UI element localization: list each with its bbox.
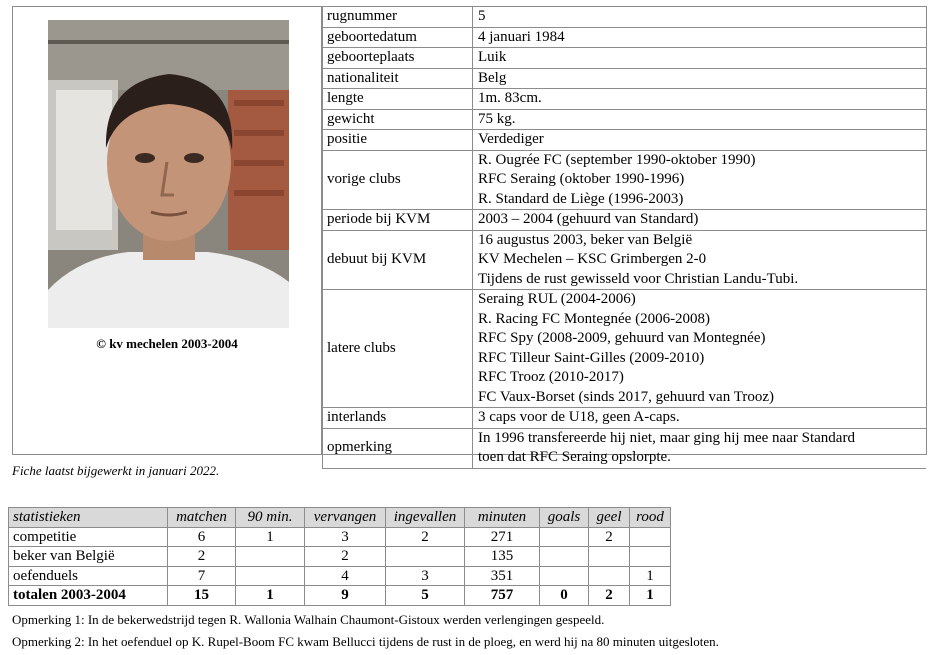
- fact-value: [473, 428, 927, 468]
- stats-header-cell: statistieken: [9, 508, 168, 528]
- fact-value-line: Tijdens de rust gewisseld voor Christian Landu-Tubi.: [478, 270, 799, 287]
- fact-value-line: 5: [478, 8, 486, 24]
- stats-cell: [540, 566, 589, 586]
- fact-row: [323, 109, 927, 130]
- fact-row: [323, 68, 927, 89]
- stats-cell: 3: [305, 527, 386, 547]
- stats-cell: [589, 547, 630, 567]
- photo-cell: [13, 7, 322, 454]
- fact-value: [473, 89, 927, 110]
- fact-value: [473, 7, 927, 27]
- stats-total-row: [9, 586, 671, 606]
- stats-row-label: totalen 2003-2004: [9, 586, 168, 606]
- fact-label: periode bij KVM: [323, 210, 473, 231]
- stats-header-cell: ingevallen: [386, 508, 465, 528]
- fact-value: [473, 130, 927, 151]
- stats-row: [9, 566, 671, 586]
- stats-row-label: competitie: [9, 527, 168, 547]
- last-updated-note: Fiche laatst bijgewerkt in januari 2022.: [12, 463, 220, 478]
- fact-value-line: 16 augustus 2003, beker van België: [478, 231, 693, 248]
- stats-header-cell: geel: [589, 508, 630, 528]
- stats-cell: [540, 527, 589, 547]
- stats-cell: 2: [305, 547, 386, 567]
- stats-cell: [236, 566, 305, 586]
- fact-label: nationaliteit: [323, 68, 473, 89]
- fact-row: [323, 130, 927, 151]
- fact-value-line: RFC Seraing (oktober 1990-1996): [478, 171, 685, 187]
- stats-cell: [540, 547, 589, 567]
- stats-cell: 2: [168, 547, 236, 567]
- fact-value-line: Luik: [478, 49, 507, 65]
- stats-cell: [630, 527, 671, 547]
- fact-row: [323, 230, 927, 290]
- stats-header-cell: rood: [630, 508, 671, 528]
- fact-value: [473, 408, 927, 429]
- fact-value-line: RFC Tilleur Saint-Gilles (2009-2010): [478, 349, 705, 366]
- fact-label: vorige clubs: [323, 150, 473, 210]
- fact-value-line: 2003 – 2004 (gehuurd van Standard): [478, 211, 699, 227]
- stats-row-label: beker van België: [9, 547, 168, 567]
- fact-label: latere clubs: [323, 290, 473, 408]
- statistics-table: [8, 507, 671, 606]
- remark-1: Opmerking 1: In de bekerwedstrijd tegen R. Wallonia Walhain Chaumont-Gistoux werden verlengingen gespeeld.: [12, 612, 605, 627]
- facts-table: [322, 7, 926, 469]
- fact-row: [323, 7, 927, 27]
- stats-cell: 7: [168, 566, 236, 586]
- fact-value-line: RFC Spy (2008-2009, gehuurd van Montegnée): [478, 330, 766, 346]
- fact-value: [473, 109, 927, 130]
- stats-cell: 271: [465, 527, 540, 547]
- stats-cell: 2: [589, 586, 630, 606]
- fact-row: [323, 27, 927, 48]
- stats-cell: 1: [236, 586, 305, 606]
- stats-header-cell: minuten: [465, 508, 540, 528]
- photo-caption: © kv mechelen 2003-2004: [96, 336, 238, 351]
- fact-value-line: R. Racing FC Montegnée (2006-2008): [478, 310, 711, 327]
- fact-value: [473, 48, 927, 69]
- player-photo: [48, 20, 289, 328]
- fact-value: [473, 210, 927, 231]
- fact-value-line: toen dat RFC Seraing opslorpte.: [478, 449, 671, 465]
- stats-cell: [386, 547, 465, 567]
- stats-cell: 6: [168, 527, 236, 547]
- fact-value: [473, 27, 927, 48]
- stats-cell: [236, 547, 305, 567]
- fact-label: lengte: [323, 89, 473, 110]
- fact-value-line: FC Vaux-Borset (sinds 2017, gehuurd van Trooz): [478, 388, 774, 405]
- fact-row: [323, 150, 927, 210]
- fact-value-line: 4 januari 1984: [478, 28, 565, 45]
- fact-label: geboortedatum: [323, 27, 473, 48]
- stats-row-label: oefenduels: [9, 566, 168, 586]
- fact-label: debuut bij KVM: [323, 230, 473, 290]
- fact-label: positie: [323, 130, 473, 151]
- stats-cell: 15: [168, 586, 236, 606]
- fact-row: [323, 48, 927, 69]
- remark-2: Opmerking 2: In het oefenduel op K. Rupel-Boom FC kwam Bellucci tijdens de rust in de ploeg, en werd hij na 80 minuten uitgesloten.: [12, 634, 719, 649]
- fact-label: geboorteplaats: [323, 48, 473, 69]
- fact-label: rugnummer: [323, 7, 473, 27]
- fact-value-line: 1m. 83cm.: [478, 90, 542, 106]
- stats-row: [9, 547, 671, 567]
- fact-row: [323, 210, 927, 231]
- stats-cell: 351: [465, 566, 540, 586]
- fact-value-line: 75 kg.: [478, 110, 516, 127]
- fact-value: [473, 150, 927, 210]
- stats-cell: 0: [540, 586, 589, 606]
- stats-header-cell: vervangen: [305, 508, 386, 528]
- fact-value-line: R. Standard de Liège (1996-2003): [478, 190, 684, 207]
- fact-row: [323, 408, 927, 429]
- stats-header-cell: matchen: [168, 508, 236, 528]
- stats-cell: 757: [465, 586, 540, 606]
- fact-row: [323, 290, 927, 408]
- stats-cell: 9: [305, 586, 386, 606]
- stats-cell: 1: [630, 586, 671, 606]
- stats-cell: [630, 547, 671, 567]
- stats-cell: 4: [305, 566, 386, 586]
- fact-value: [473, 290, 927, 408]
- stats-cell: 135: [465, 547, 540, 567]
- fact-value-line: Belg: [478, 69, 507, 86]
- fact-label: opmerking: [323, 428, 473, 468]
- fact-value-line: Seraing RUL (2004-2006): [478, 291, 636, 307]
- statistics-header-row: [9, 508, 671, 528]
- stats-cell: 1: [236, 527, 305, 547]
- stats-cell: [589, 566, 630, 586]
- fact-value-line: Verdediger: [478, 131, 544, 147]
- stats-cell: 2: [589, 527, 630, 547]
- stats-cell: 1: [630, 566, 671, 586]
- stats-cell: 3: [386, 566, 465, 586]
- stats-cell: 2: [386, 527, 465, 547]
- fact-value-line: 3 caps voor de U18, geen A-caps.: [478, 409, 680, 425]
- fact-row: [323, 428, 927, 468]
- fact-row: [323, 89, 927, 110]
- fact-value: [473, 68, 927, 89]
- stats-cell: 5: [386, 586, 465, 606]
- fact-value-line: R. Ougrée FC (september 1990-oktober 1990): [478, 151, 756, 168]
- fact-value: [473, 230, 927, 290]
- stats-header-cell: 90 min.: [236, 508, 305, 528]
- fact-value-line: KV Mechelen – KSC Grimbergen 2-0: [478, 251, 707, 267]
- fact-label: interlands: [323, 408, 473, 429]
- stats-header-cell: goals: [540, 508, 589, 528]
- fact-value-line: In 1996 transfereerde hij niet, maar ging hij mee naar Standard: [478, 429, 855, 446]
- stats-row: [9, 527, 671, 547]
- fact-label: gewicht: [323, 109, 473, 130]
- fact-value-line: RFC Trooz (2010-2017): [478, 369, 624, 385]
- player-profile-table: [12, 6, 927, 465]
